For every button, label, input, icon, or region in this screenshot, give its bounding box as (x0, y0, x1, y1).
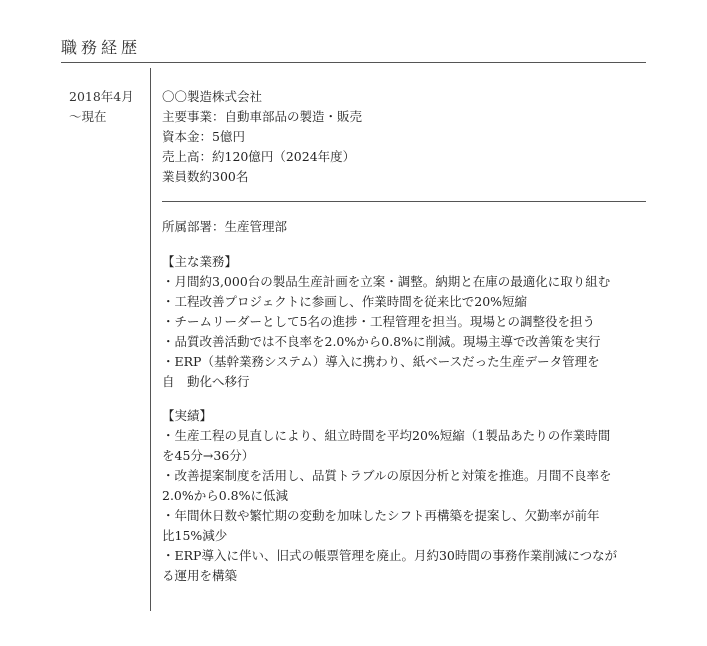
achievement-line: を45分→36分） (162, 448, 255, 463)
section-title: 職務経歴 (61, 38, 142, 57)
title-divider (61, 62, 646, 63)
duty-item-line: ・ERP（基幹業務システム）導入に携わり、紙ベースだった生産データ管理を (162, 354, 600, 369)
duty-item (162, 352, 646, 392)
achievement-item (162, 466, 646, 506)
period-from: 2018年4月 (69, 89, 134, 104)
company-business: 主要事業：自動車部品の製造・販売 (162, 109, 363, 124)
duty-item: ・月間約3,000台の製品生産計画を立案・調整。納期と在庫の最適化に取り組む (162, 274, 611, 289)
department: 所属部署：生産管理部 (162, 219, 288, 234)
achievement-item (162, 426, 646, 466)
achievement-line: ・改善提案制度を活用し、品質トラブルの原因分析と対策を推進。月間不良率を (162, 468, 612, 483)
achievement-line: ・ERP導入に伴い、旧式の帳票管理を廃止。月約30時間の事務作業削減につなが (162, 548, 618, 563)
company-sales: 売上高：約120億円（2024年度） (162, 149, 356, 164)
duties-heading: 【主な業務】 (162, 254, 238, 269)
duty-item: ・品質改善活動では不良率を2.0%から0.8%に削減。現場主導で改善策を実行 (162, 334, 601, 349)
company-name: 〇〇製造株式会社 (162, 89, 263, 104)
achievement-line: 2.0%から0.8%に低減 (162, 488, 289, 503)
company-info (162, 87, 646, 187)
duties-section (162, 252, 646, 392)
achievement-item (162, 506, 646, 546)
achievements-heading: 【実績】 (162, 408, 213, 423)
company-employees: 業員数約300名 (162, 169, 249, 184)
achievements-section (162, 406, 646, 586)
career-content (162, 87, 646, 586)
duty-item: ・工程改善プロジェクトに参画し、作業時間を従来比で20%短縮 (162, 294, 528, 309)
company-divider (162, 201, 646, 202)
achievement-line: ・年間休日数や繁忙期の変動を加味したシフト再構築を提案し、欠勤率が前年 (162, 508, 600, 523)
achievement-line: 比15%減少 (162, 528, 228, 543)
achievement-line: ・生産工程の見直しにより、組立時間を平均20%短縮（1製品あたりの作業時間 (162, 428, 611, 443)
duty-item: ・チームリーダーとして5名の進捗・工程管理を担当。現場との調整役を担う (162, 314, 595, 329)
duty-item-line: 自 動化へ移行 (162, 374, 250, 389)
company-capital: 資本金：5億円 (162, 129, 245, 144)
period-to: 〜現在 (69, 109, 107, 124)
achievement-item (162, 546, 646, 586)
column-divider (150, 68, 151, 611)
employment-period (69, 87, 134, 127)
achievement-line: る運用を構築 (162, 568, 238, 583)
